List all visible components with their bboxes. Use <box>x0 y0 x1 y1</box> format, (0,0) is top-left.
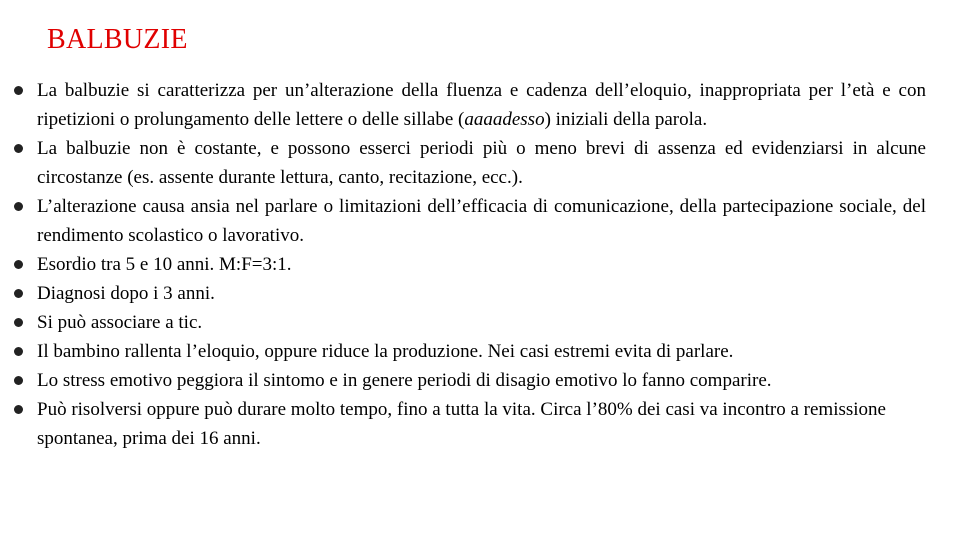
bullet-icon <box>14 376 23 385</box>
bullet-item <box>14 279 926 308</box>
bullet-text: L’alterazione causa ansia nel parlare o limitazioni dell’efficacia di comunicazione, della partecipazione sociale, del rendimento scolastico o lavorativo. <box>37 196 926 246</box>
bullet-icon <box>14 260 23 269</box>
bullet-icon <box>14 405 23 414</box>
bullet-icon <box>14 289 23 298</box>
bullet-icon <box>14 347 23 356</box>
bullet-icon <box>14 318 23 327</box>
bullet-item <box>14 366 926 395</box>
slide-title: BALBUZIE <box>47 24 188 55</box>
bullet-item <box>14 395 926 453</box>
bullet-icon <box>14 144 23 153</box>
bullet-item <box>14 250 926 279</box>
bullet-text: Diagnosi dopo i 3 anni. <box>37 283 215 304</box>
bullet-text-start: La balbuzie si caratterizza per un’alterazione della fluenza e cadenza dell’eloquio, inappropriata per l’età e con ripetizioni o prolungamento delle lettere o delle sillabe ( <box>37 80 926 130</box>
bullet-text: Si può associare a tic. <box>37 312 203 333</box>
bullet-text-example: aaaadesso <box>464 109 545 130</box>
bullet-text: Può risolversi oppure può durare molto tempo, fino a tutta la vita. Circa l’80% dei casi va incontro a remissione spontanea, prima dei 16 anni. <box>37 399 886 449</box>
bullet-text: La balbuzie non è costante, e possono esserci periodi più o meno brevi di assenza ed evidenziarsi in alcune circostanze (es. assente durante lettura, canto, recitazione, ecc.). <box>37 138 926 188</box>
bullet-text: Il bambino rallenta l’eloquio, oppure riduce la produzione. Nei casi estremi evita di parlare. <box>37 341 734 362</box>
bullet-item <box>14 192 926 250</box>
bullet-text: Lo stress emotivo peggiora il sintomo e in genere periodi di disagio emotivo lo fanno comparire. <box>37 370 772 391</box>
bullet-icon <box>14 202 23 211</box>
bullet-text-end: ) iniziali della parola. <box>544 109 708 130</box>
bullet-list <box>14 76 926 453</box>
bullet-item <box>14 76 926 134</box>
bullet-item <box>14 308 926 337</box>
bullet-item <box>14 134 926 192</box>
bullet-icon <box>14 86 23 95</box>
bullet-text: Esordio tra 5 e 10 anni. M:F=3:1. <box>37 254 292 275</box>
bullet-item <box>14 337 926 366</box>
